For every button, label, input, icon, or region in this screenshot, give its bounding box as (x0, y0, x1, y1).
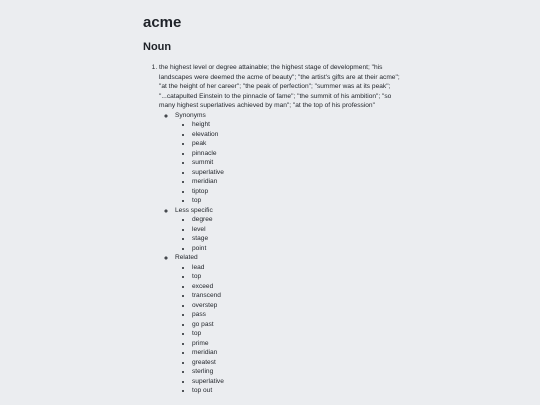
term-item: • go past (192, 320, 403, 330)
term-item: • pinnacle (192, 149, 403, 159)
sense-list (143, 63, 403, 396)
term-item: • tiptop (192, 187, 403, 197)
term-item: • top (192, 329, 403, 339)
term-item: • level (192, 225, 403, 235)
term-item: • degree (192, 215, 403, 225)
term-item: • meridian (192, 348, 403, 358)
term-item: • overstep (192, 301, 403, 311)
term-item: • top (192, 196, 403, 206)
relation-group-label: Related (175, 254, 198, 261)
relation-group-synonyms (175, 111, 403, 206)
term-item: • top (192, 272, 403, 282)
term-item: • peak (192, 139, 403, 149)
relation-group-less-specific (175, 206, 403, 254)
term-item: • top out (192, 386, 403, 396)
entry-word-title: acme (143, 14, 182, 31)
term-item: • greatest (192, 358, 403, 368)
term-item: • sterling (192, 367, 403, 377)
term-item: • prime (192, 339, 403, 349)
term-item: • pass (192, 310, 403, 320)
sense-definition: 1. the highest level or degree attainable; the highest stage of development; "his landscapes were deemed the acme of beauty"; "the artist's gifts are at their acme"; "at the height of her career"; "the peak of perfection"; "summer was at its peak"; "...catapulted Einstein to the pinnacle of fame"; "the summit of his ambition"; "so many highest superlatives achieved by man"; "at the top of his profession" (159, 64, 400, 109)
term-list (175, 215, 403, 253)
relation-group-related (175, 253, 403, 396)
term-item: • meridian (192, 177, 403, 187)
term-item: • summit (192, 158, 403, 168)
term-item: • lead (192, 263, 403, 273)
term-list (175, 120, 403, 206)
relation-group-label: Less specific (175, 206, 213, 214)
term-item: • transcend (192, 291, 403, 301)
term-item: • elevation (192, 130, 403, 140)
term-item: • superlative (192, 168, 403, 178)
entry-content (143, 14, 403, 394)
part-of-speech-heading: Noun (143, 41, 172, 53)
term-item: • stage (192, 234, 403, 244)
relation-group-label: Synonyms (175, 111, 206, 119)
term-item: • superlative (192, 377, 403, 387)
term-item: • height (192, 120, 403, 130)
relation-group-list (159, 111, 403, 396)
term-item: • point (192, 244, 403, 254)
sense-item (159, 63, 403, 396)
term-item: • exceed (192, 282, 403, 292)
term-list (175, 263, 403, 396)
